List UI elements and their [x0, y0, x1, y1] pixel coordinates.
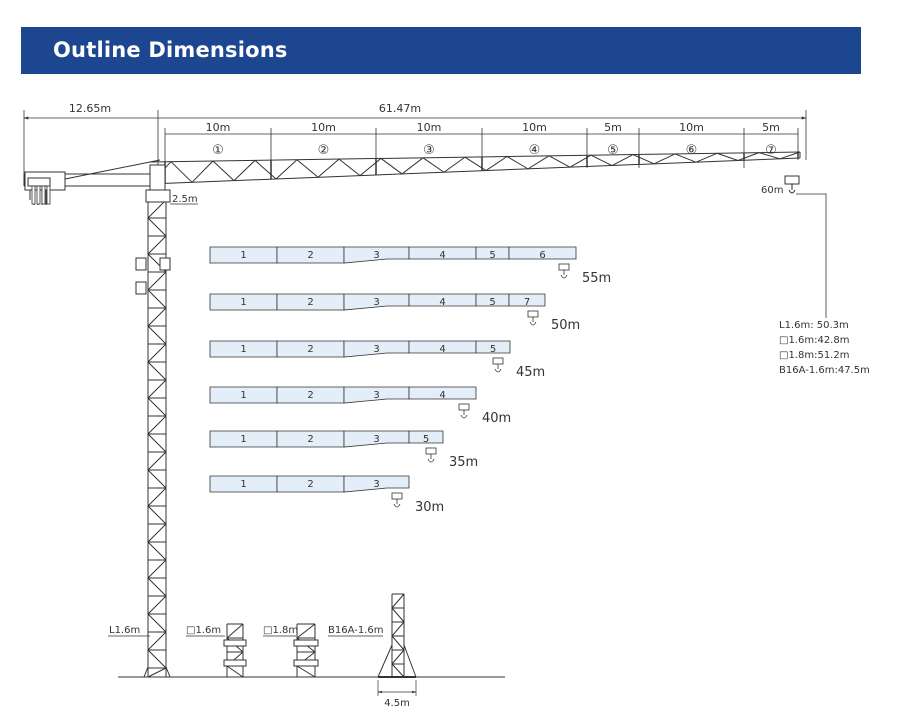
- section-length-label: 10m: [679, 121, 704, 134]
- jib-section-label: 1: [240, 344, 247, 355]
- tower-height-list: [779, 320, 870, 376]
- section-length-label: 5m: [604, 121, 622, 134]
- config-row: [210, 476, 444, 515]
- section-length-label: 5m: [762, 121, 780, 134]
- radius-label: 45m: [516, 365, 546, 380]
- jib-section-label: 5: [489, 250, 496, 261]
- base-s16: [224, 624, 246, 677]
- height-item: B16A-1.6m:47.5m: [779, 365, 870, 376]
- jib-section-label: 5: [489, 344, 497, 355]
- counter-jib-dimension: 12.65m: [68, 102, 112, 115]
- jib-section-label: 4: [439, 297, 446, 308]
- base-label-b16a: B16A-1.6m: [328, 625, 384, 636]
- jib-section-label: 1: [240, 390, 247, 401]
- config-row: [210, 247, 611, 286]
- radius-label: 35m: [449, 455, 479, 470]
- slewing-unit: [136, 165, 170, 294]
- page-title: Outline Dimensions: [53, 38, 288, 62]
- hook-icon: [559, 264, 569, 278]
- radius-label: 55m: [582, 271, 612, 286]
- jib-section-label: 3: [373, 390, 380, 401]
- radius-label: 30m: [415, 500, 445, 515]
- jib-section-label: 2: [307, 434, 314, 445]
- base-label-l16: L1.6m: [109, 625, 141, 636]
- section-length-label: 10m: [416, 121, 442, 134]
- section-number-label: ④: [528, 143, 541, 158]
- height-item: L1.6m: 50.3m: [779, 320, 849, 331]
- jib-section-label: 3: [373, 479, 380, 490]
- jib-section-label: 2: [307, 250, 314, 261]
- section-number-label: ③: [423, 143, 435, 158]
- jib-section-label: 2: [307, 344, 314, 355]
- hook-icon: [392, 493, 402, 507]
- config-row: [210, 294, 580, 333]
- height-item: □1.8m:51.2m: [779, 350, 850, 361]
- jib-section-label: 3: [373, 297, 380, 308]
- jib-section-label: 4: [439, 344, 446, 355]
- section-length-label: 10m: [205, 121, 231, 134]
- jib-section-label: 3: [373, 434, 380, 445]
- jib-section-label: 7: [523, 297, 531, 308]
- base-label-s18: □1.8m: [263, 625, 299, 636]
- base-b16a: [378, 594, 416, 677]
- jib-section-label: 2: [307, 390, 314, 401]
- jib-configurations: [210, 247, 611, 515]
- section-labels: [206, 121, 780, 158]
- config-row: [210, 387, 511, 426]
- jib-section-label: 1: [240, 297, 247, 308]
- section-number-label: ⑦: [765, 143, 777, 158]
- jib-section-label: 4: [439, 390, 446, 401]
- jib-total-dimension: 61.47m: [378, 102, 422, 115]
- jib-truss: [150, 152, 800, 184]
- jib-section-label: 2: [307, 479, 314, 490]
- section-length-label: 10m: [311, 121, 336, 134]
- jib-section-label: 5: [422, 434, 430, 445]
- jib-section-label: 6: [539, 250, 546, 261]
- tower-mast: [144, 200, 170, 677]
- config-row: [210, 341, 545, 380]
- jib-section-label: 4: [439, 250, 446, 261]
- hook-block-icon: [785, 176, 799, 193]
- config-row: [210, 431, 478, 470]
- section-length-label: 10m: [522, 121, 547, 134]
- hook-icon: [528, 311, 538, 325]
- jib-section-label: 3: [373, 250, 380, 261]
- jib-section-label: 3: [373, 344, 380, 355]
- hook-icon: [426, 448, 436, 462]
- radius-label: 40m: [482, 411, 512, 426]
- pivot-dimension: 2.5m: [172, 194, 198, 205]
- jib-section-label: 1: [240, 434, 247, 445]
- radius-label: 50m: [551, 318, 581, 333]
- jib-section-label: 2: [307, 297, 314, 308]
- base-width-dimension: 4.5m: [384, 698, 410, 709]
- hook-icon: [493, 358, 503, 372]
- section-number-label: ①: [212, 143, 224, 158]
- section-number-label: ⑥: [685, 143, 698, 158]
- tower-bases: [224, 594, 416, 677]
- hook-icon: [459, 404, 469, 418]
- hook-height-dimension: 60m: [761, 185, 784, 196]
- height-item: □1.6m:42.8m: [779, 335, 850, 346]
- jib-section-label: 1: [240, 479, 247, 490]
- base-label-s16: □1.6m: [186, 625, 222, 636]
- section-number-label: ②: [317, 143, 330, 158]
- jib-section-label: 5: [489, 297, 496, 308]
- section-number-label: ⑤: [607, 143, 619, 158]
- jib-section-label: 1: [240, 250, 247, 261]
